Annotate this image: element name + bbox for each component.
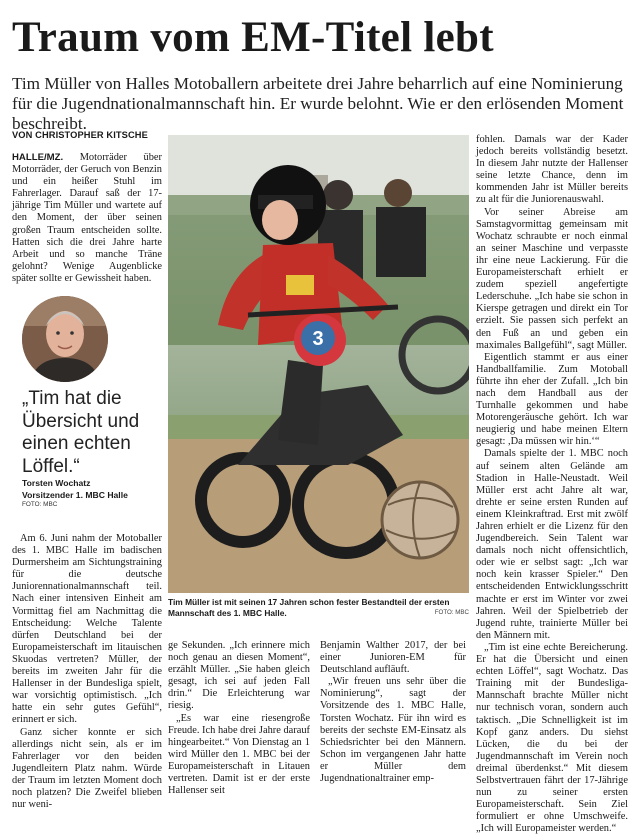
portrait-illustration: [22, 296, 108, 382]
paragraph: Am 6. Juni nahm der Motoballer des 1. MBC Halle im badischen Durmersheim am Sichtungstraining für die deutsche Juniorennationalmannschaft teil. Nach einer intensiven Einheit am Vormittag fiel am Nachmittag die Entscheidung: Welche Talente dürfen Deutschland bei der Europameisterschaft im litauischen Skuodas vertreten? Müller, der bereits im zweiten Jahr für die Hallenser in der Bundesliga spielt, war vorsichtig optimistisch. „Ich hatte ein sehr gutes Gefühl“, erinnert er sich.: [12, 533, 162, 726]
author-byline: VON CHRISTOPHER KITSCHE: [12, 130, 148, 140]
paragraph: „Tim ist eine echte Bereicherung. Er hat die Übersicht und einen echten Löffel“, sagt Wochatz. Das Training mit der Bundesliga-Mannschaft brachte Müller nicht nur technisch voran, sondern auch taktisch. „Die Schnelligkeit ist im Kopf ganz anders. Du siehst Lücken, die du bei der Jugendmannschaft im Verein noch dreimal überdenkst.“ Mit diesem Selbstvertrauen fährt der 17-Jährige nun zu seiner ersten Europameisterschaft. Sein Ziel formuliert er ohne Umschweife. „Ich will Europameister werden.“: [476, 641, 628, 835]
motoball-player-illustration: [168, 135, 469, 593]
caption-text: Tim Müller ist mit seinen 17 Jahren schon fester Bestandteil der ersten Mannschaft des 1. MBC Halle.: [168, 597, 450, 618]
article-column-1-intro: [12, 152, 162, 285]
article-column-3: [476, 134, 628, 835]
number-plate: 3: [312, 328, 324, 350]
article-column-1-body: [12, 533, 162, 811]
quote-name: Torsten Wochatz: [22, 478, 91, 488]
paragraph: Damals spielte der 1. MBC noch auf seinem alten Gelände am Stadion in Halle-Neustadt. Weil Müller erst acht Jahre alt war, drehte er seine ersten Runden auf einem Kleinkraftrad. Erst mit zwölf Jahren erhielt er die Lizenz für den Jugendbereich. Sein Talent war damals noch nicht offensichtlich, oder wie er selbst sagt: „Ich war noch kein krasser Spieler.“ Den entscheidenden Entwicklungsschritt machte er erst im Winter vor zwei Jahren. Weil der Spielbetrieb der Jugend ruhte, trainierte Müller bei den Männern mit.: [476, 448, 628, 641]
paragraph: Eigentlich stammt er aus einer Handballfamilie. Zum Motoball führte ihn eher der Zufall. „Ich bin nach dem Handball aus der Turnhalle gekommen und habe Motorengeräusche gehört. Ich war neugierig und habe meinen Eltern gesagt: ,Da müssen wir hin.‘“: [476, 351, 628, 448]
paragraph: Vor seiner Abreise am Samstagvormittag gemeinsam mit Wochatz schraubte er noch einmal an seiner Maschine und verpasste ihr eine neue Lackierung. Für die Europameisterschaft erhielt er zudem speziell angefertigte Lederschuhe. „Ich habe sie schon in Kierspe getragen und direkt ein Tor erzielt. Sie passen sich perfekt an den Fuß an und geben ein maximales Ballgefühl“, sagt Müller.: [476, 206, 628, 351]
dateline: HALLE/MZ.: [12, 152, 64, 163]
article-column-2a: [168, 640, 310, 797]
main-photo: [168, 135, 469, 593]
photo-caption: [168, 597, 469, 618]
portrait-photo: [22, 296, 108, 382]
article-column-2b: [320, 640, 466, 785]
paragraph: fohlen. Damals war der Kader jedoch bereits vollständig besetzt. In diesem Jahr nutzte der Hallenser seine letzte Chance, denn im kommenden Jahr ist Müller bereits zu alt für die Juniorenauswahl.: [476, 134, 628, 206]
paragraph: „Wir freuen uns sehr über die Nominierung“, sagt der Vorsitzende des 1. MBC Halle, Torsten Wochatz. Für ihn wird es bereits der sechste EM-Einsatz als Schiedsrichter bei den Männern. Schon im vergangenen Jahr hatte er Müller dem Jugendnationaltrainer emp-: [320, 676, 466, 785]
pull-quote: „Tim hat die Übersicht und einen echten Löffel.“: [22, 388, 140, 477]
paragraph: Ganz sicher konnte er sich allerdings nicht sein, als er im Fahrerlager vor den beiden Jugendleitern Platz nahm. Würde der Traum im letzten Moment doch noch platzen? Die Zweifel blieben nur weni-: [12, 726, 162, 811]
paragraph: ge Sekunden. „Ich erinnere mich noch genau an diesen Moment“, erzählt Müller. „Sie haben gleich gesagt, ich sei auf jeden Fall drin.“ Die Erleichterung war riesig.: [168, 640, 310, 712]
quote-attribution: [22, 478, 172, 501]
paragraph: Benjamin Walther 2017, der bei einer Junioren-EM für Deutschland aufläuft.: [320, 640, 466, 676]
intro-paragraph: Motorräder über Motorräder, der Geruch von Benzin und ein heißer Stuhl im Fahrerlager. Darauf saß der 17-jährige Tim Müller und wartete auf den Moment, der über seinen großen Traum entscheiden sollte. Hatten sich die drei Jahre harte Arbeit und so manche Träne gelohnt? Wenige Augenblicke später sollte er Gewissheit haben.: [12, 152, 162, 284]
lead-paragraph: Tim Müller von Halles Motoballern arbeitete drei Jahre beharrlich auf eine Nominierung für die Jugendnationalmannschaft hin. Er wurde belohnt. Wie er den erlösenden Moment beschreibt.: [12, 74, 624, 133]
paragraph: „Es war eine riesengroße Freude. Ich habe drei Jahre darauf hingearbeitet.“ Von Dienstag an 1 wird Müller den 1. MBC bei der Europameisterschaft in Litauen vertreten. Damit ist er der erste Hallenser seit: [168, 712, 310, 797]
quote-role: Vorsitzender 1. MBC Halle: [22, 489, 128, 500]
headline: Traum vom EM-Titel lebt: [12, 14, 494, 61]
portrait-credit: FOTO: MBC: [22, 501, 58, 508]
photo-credit: FOTO: MBC: [434, 608, 469, 616]
